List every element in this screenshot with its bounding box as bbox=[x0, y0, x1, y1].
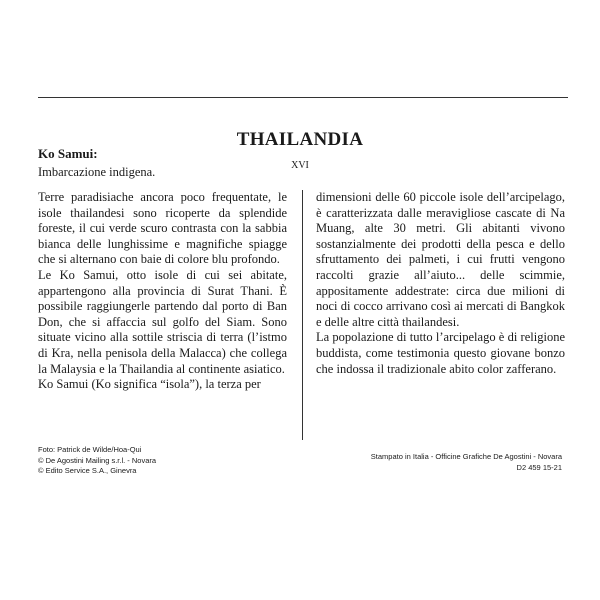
paragraph: dimensioni delle 60 piccole isole dell’arcipelago, è caratterizzata dalle meravigliose cascate di Na Muang, alte 30 metri. Gli abitanti vivono sostanzialmente dei prodotti della pesca e dello sfruttamento dei palmeti, i cui frutti vengono raccolti grazie all’aiuto... delle scimmie, appositamente addestrate: circa due milioni di noci di cocco arrivano così ai mercati di Bangkok e delle altre città thailandesi. bbox=[316, 190, 565, 329]
credit-line: © De Agostini Mailing s.r.l. - Novara bbox=[38, 455, 157, 465]
paragraph: Le Ko Samui, otto isole di cui sei abitate, appartengono alla provincia di Surat Thani. È possibile raggiungerle partendo dal porto di Ban Don, che si affaccia sul golfo del Siam. Sono situate vicino alla sottile striscia di terra (l’istmo di Kra, nella penisola della Malacca) che collega la Malaysia e la Thailandia al continente asiatico. bbox=[38, 267, 287, 376]
photo-credits bbox=[38, 445, 156, 477]
column-divider bbox=[302, 190, 303, 440]
credit-line: Foto: Patrick de Wilde/Hoa-Qui bbox=[38, 445, 142, 454]
paragraph: Ko Samui (Ko significa “isola”), la terza per bbox=[38, 377, 261, 392]
printer-line: Stampato in Italia - Officine Grafiche De Agostini - Novara bbox=[370, 452, 562, 461]
credit-line: © Edito Service S.A., Ginevra bbox=[38, 466, 137, 475]
place-name: Ko Samui: bbox=[38, 146, 98, 161]
text-column-left bbox=[38, 190, 287, 393]
printer-info bbox=[371, 452, 562, 473]
card-number: XVI bbox=[291, 160, 309, 171]
card-code: D2 459 15-21 bbox=[516, 462, 562, 472]
text-column-right bbox=[316, 190, 565, 377]
top-rule bbox=[38, 97, 568, 98]
paragraph: Terre paradisiache ancora poco frequentate, le isole thailandesi sono ricoperte da splendide foreste, il cui verde scuro contrasta con la sabbia bianca delle lunghissime e magnifiche spiagge che si alternano con baie di colore blu profondo. bbox=[38, 190, 287, 267]
paragraph: La popolazione di tutto l’arcipelago è di religione buddista, come testimonia questo giovane bonzo che indossa il tradizionale abito color zafferano. bbox=[316, 330, 565, 376]
photo-caption: Imbarcazione indigena. bbox=[38, 165, 156, 179]
page-title: THAILANDIA bbox=[236, 129, 364, 150]
